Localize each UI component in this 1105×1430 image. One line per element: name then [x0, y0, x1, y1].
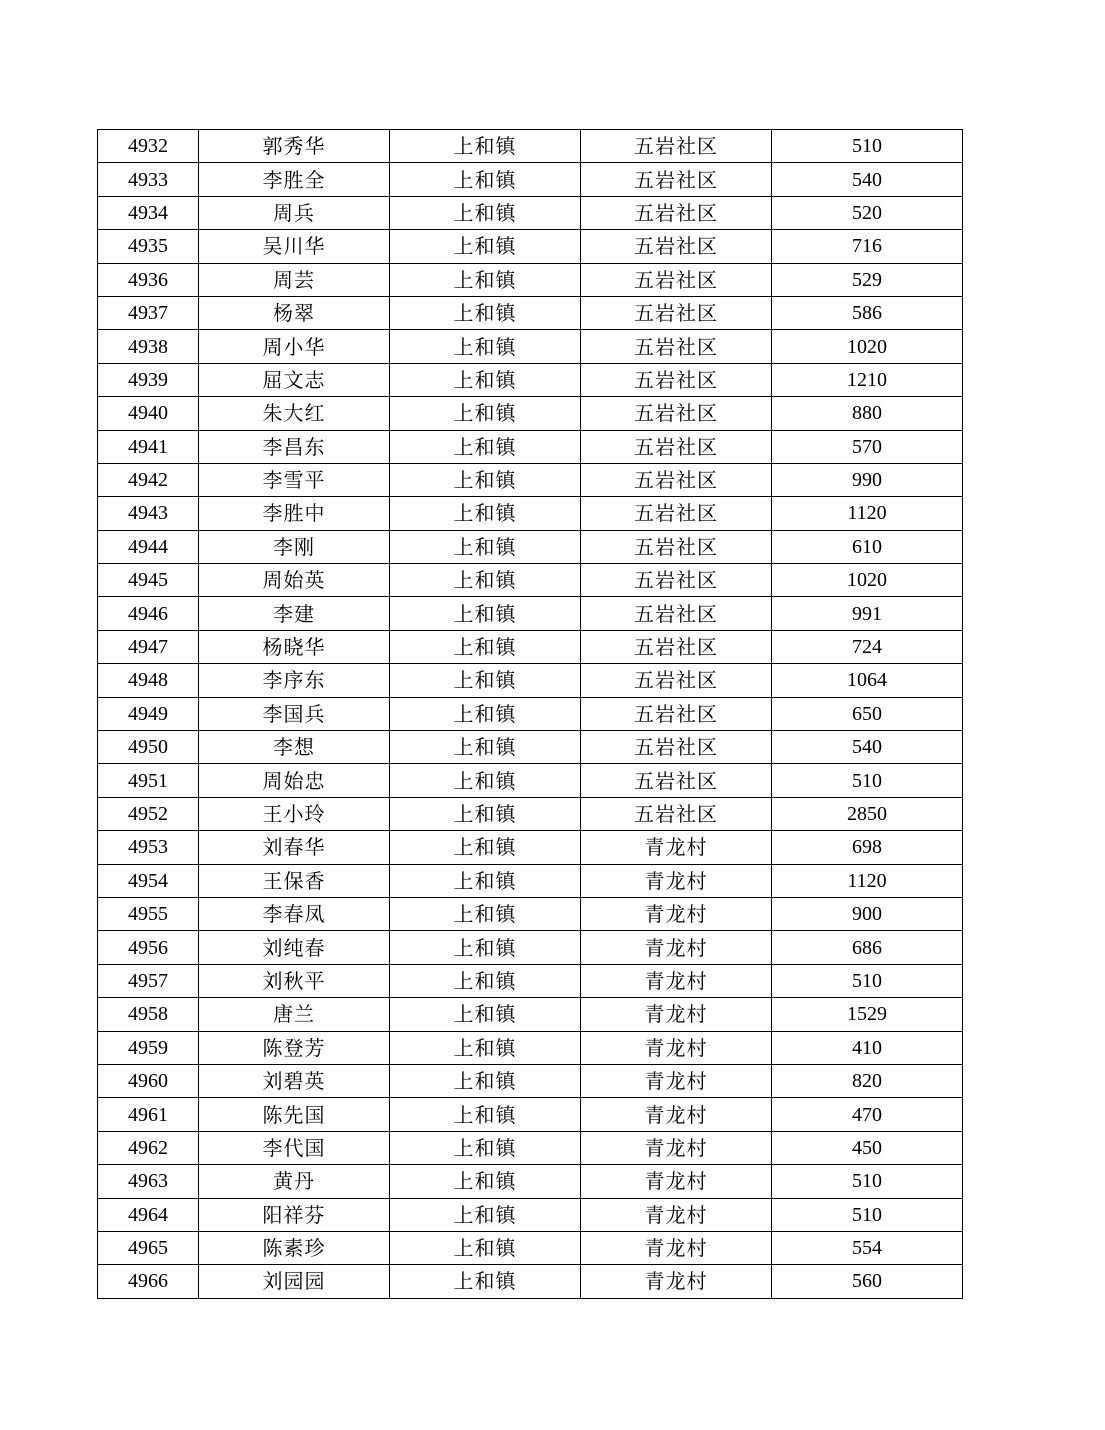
community-cell: 青龙村 [581, 1231, 772, 1264]
row-number-cell: 4946 [98, 597, 199, 630]
amount-cell: 650 [772, 697, 963, 730]
table-row [98, 1098, 963, 1131]
table-row [98, 1265, 963, 1298]
name-cell: 阳祥芬 [199, 1198, 390, 1231]
community-cell: 青龙村 [581, 1031, 772, 1064]
name-cell: 李代国 [199, 1131, 390, 1164]
town-cell: 上和镇 [390, 1265, 581, 1298]
amount-cell: 1020 [772, 564, 963, 597]
table-row [98, 597, 963, 630]
name-cell: 黄丹 [199, 1165, 390, 1198]
row-number-cell: 4951 [98, 764, 199, 797]
name-cell: 李想 [199, 731, 390, 764]
amount-cell: 698 [772, 831, 963, 864]
town-cell: 上和镇 [390, 263, 581, 296]
town-cell: 上和镇 [390, 931, 581, 964]
name-cell: 李昌东 [199, 430, 390, 463]
name-cell: 唐兰 [199, 998, 390, 1031]
table-row [98, 230, 963, 263]
row-number-cell: 4935 [98, 230, 199, 263]
row-number-cell: 4944 [98, 530, 199, 563]
town-cell: 上和镇 [390, 163, 581, 196]
community-cell: 五岩社区 [581, 397, 772, 430]
town-cell: 上和镇 [390, 1165, 581, 1198]
name-cell: 李刚 [199, 530, 390, 563]
amount-cell: 716 [772, 230, 963, 263]
town-cell: 上和镇 [390, 697, 581, 730]
name-cell: 李建 [199, 597, 390, 630]
town-cell: 上和镇 [390, 964, 581, 997]
town-cell: 上和镇 [390, 998, 581, 1031]
community-cell: 五岩社区 [581, 196, 772, 229]
name-cell: 李序东 [199, 664, 390, 697]
community-cell: 五岩社区 [581, 263, 772, 296]
community-cell: 青龙村 [581, 998, 772, 1031]
community-cell: 青龙村 [581, 931, 772, 964]
row-number-cell: 4943 [98, 497, 199, 530]
name-cell: 李胜全 [199, 163, 390, 196]
name-cell: 周兵 [199, 196, 390, 229]
row-number-cell: 4949 [98, 697, 199, 730]
row-number-cell: 4963 [98, 1165, 199, 1198]
row-number-cell: 4940 [98, 397, 199, 430]
name-cell: 周小华 [199, 330, 390, 363]
name-cell: 陈登芳 [199, 1031, 390, 1064]
amount-cell: 510 [772, 1198, 963, 1231]
row-number-cell: 4934 [98, 196, 199, 229]
community-cell: 五岩社区 [581, 296, 772, 329]
amount-cell: 610 [772, 530, 963, 563]
amount-cell: 450 [772, 1131, 963, 1164]
town-cell: 上和镇 [390, 1064, 581, 1097]
community-cell: 五岩社区 [581, 764, 772, 797]
name-cell: 王保香 [199, 864, 390, 897]
amount-cell: 570 [772, 430, 963, 463]
row-number-cell: 4959 [98, 1031, 199, 1064]
amount-cell: 1020 [772, 330, 963, 363]
name-cell: 刘秋平 [199, 964, 390, 997]
amount-cell: 991 [772, 597, 963, 630]
town-cell: 上和镇 [390, 731, 581, 764]
community-cell: 青龙村 [581, 897, 772, 930]
amount-cell: 510 [772, 1165, 963, 1198]
name-cell: 李雪平 [199, 463, 390, 496]
row-number-cell: 4945 [98, 564, 199, 597]
table-row [98, 931, 963, 964]
community-cell: 五岩社区 [581, 564, 772, 597]
community-cell: 五岩社区 [581, 363, 772, 396]
name-cell: 刘园园 [199, 1265, 390, 1298]
table-row [98, 630, 963, 663]
town-cell: 上和镇 [390, 864, 581, 897]
community-cell: 五岩社区 [581, 130, 772, 163]
amount-cell: 510 [772, 964, 963, 997]
community-cell: 五岩社区 [581, 597, 772, 630]
town-cell: 上和镇 [390, 363, 581, 396]
town-cell: 上和镇 [390, 597, 581, 630]
row-number-cell: 4953 [98, 831, 199, 864]
amount-cell: 1210 [772, 363, 963, 396]
table-row [98, 1165, 963, 1198]
row-number-cell: 4948 [98, 664, 199, 697]
community-cell: 青龙村 [581, 1098, 772, 1131]
amount-cell: 540 [772, 731, 963, 764]
table-row [98, 1131, 963, 1164]
amount-cell: 1064 [772, 664, 963, 697]
town-cell: 上和镇 [390, 1231, 581, 1264]
community-cell: 五岩社区 [581, 530, 772, 563]
community-cell: 五岩社区 [581, 697, 772, 730]
row-number-cell: 4961 [98, 1098, 199, 1131]
row-number-cell: 4958 [98, 998, 199, 1031]
table-row [98, 697, 963, 730]
amount-cell: 2850 [772, 797, 963, 830]
community-cell: 青龙村 [581, 1165, 772, 1198]
community-cell: 青龙村 [581, 1131, 772, 1164]
row-number-cell: 4947 [98, 630, 199, 663]
amount-cell: 1529 [772, 998, 963, 1031]
name-cell: 郭秀华 [199, 130, 390, 163]
amount-cell: 410 [772, 1031, 963, 1064]
town-cell: 上和镇 [390, 564, 581, 597]
table-row [98, 797, 963, 830]
community-cell: 青龙村 [581, 1198, 772, 1231]
community-cell: 五岩社区 [581, 163, 772, 196]
name-cell: 杨翠 [199, 296, 390, 329]
community-cell: 五岩社区 [581, 497, 772, 530]
table-row [98, 463, 963, 496]
table-row [98, 831, 963, 864]
table-row [98, 998, 963, 1031]
table-row [98, 530, 963, 563]
row-number-cell: 4965 [98, 1231, 199, 1264]
name-cell: 杨晓华 [199, 630, 390, 663]
row-number-cell: 4942 [98, 463, 199, 496]
row-number-cell: 4939 [98, 363, 199, 396]
table-row [98, 731, 963, 764]
town-cell: 上和镇 [390, 130, 581, 163]
name-cell: 李国兵 [199, 697, 390, 730]
town-cell: 上和镇 [390, 330, 581, 363]
community-cell: 青龙村 [581, 864, 772, 897]
row-number-cell: 4954 [98, 864, 199, 897]
town-cell: 上和镇 [390, 1031, 581, 1064]
name-cell: 刘碧英 [199, 1064, 390, 1097]
row-number-cell: 4966 [98, 1265, 199, 1298]
table-row [98, 1198, 963, 1231]
table-row [98, 130, 963, 163]
table-row [98, 1064, 963, 1097]
town-cell: 上和镇 [390, 630, 581, 663]
town-cell: 上和镇 [390, 797, 581, 830]
table-row [98, 864, 963, 897]
name-cell: 周芸 [199, 263, 390, 296]
town-cell: 上和镇 [390, 897, 581, 930]
name-cell: 屈文志 [199, 363, 390, 396]
row-number-cell: 4956 [98, 931, 199, 964]
row-number-cell: 4960 [98, 1064, 199, 1097]
community-cell: 青龙村 [581, 1265, 772, 1298]
town-cell: 上和镇 [390, 497, 581, 530]
row-number-cell: 4962 [98, 1131, 199, 1164]
name-cell: 周始英 [199, 564, 390, 597]
town-cell: 上和镇 [390, 1098, 581, 1131]
name-cell: 李春凤 [199, 897, 390, 930]
row-number-cell: 4932 [98, 130, 199, 163]
table-row [98, 897, 963, 930]
table-row [98, 497, 963, 530]
table-row [98, 564, 963, 597]
table-row [98, 430, 963, 463]
table-row [98, 163, 963, 196]
row-number-cell: 4950 [98, 731, 199, 764]
community-cell: 五岩社区 [581, 630, 772, 663]
amount-cell: 586 [772, 296, 963, 329]
town-cell: 上和镇 [390, 397, 581, 430]
town-cell: 上和镇 [390, 764, 581, 797]
community-cell: 五岩社区 [581, 731, 772, 764]
town-cell: 上和镇 [390, 463, 581, 496]
row-number-cell: 4957 [98, 964, 199, 997]
town-cell: 上和镇 [390, 196, 581, 229]
community-cell: 青龙村 [581, 964, 772, 997]
table-row [98, 1031, 963, 1064]
data-table [97, 129, 963, 1299]
table-row [98, 397, 963, 430]
community-cell: 五岩社区 [581, 463, 772, 496]
community-cell: 青龙村 [581, 1064, 772, 1097]
community-cell: 五岩社区 [581, 797, 772, 830]
table-row [98, 1231, 963, 1264]
town-cell: 上和镇 [390, 831, 581, 864]
amount-cell: 1120 [772, 497, 963, 530]
amount-cell: 510 [772, 764, 963, 797]
amount-cell: 1120 [772, 864, 963, 897]
town-cell: 上和镇 [390, 296, 581, 329]
table-row [98, 964, 963, 997]
row-number-cell: 4964 [98, 1198, 199, 1231]
amount-cell: 554 [772, 1231, 963, 1264]
amount-cell: 470 [772, 1098, 963, 1131]
name-cell: 刘纯春 [199, 931, 390, 964]
amount-cell: 990 [772, 463, 963, 496]
name-cell: 吴川华 [199, 230, 390, 263]
name-cell: 周始忠 [199, 764, 390, 797]
table-row [98, 296, 963, 329]
town-cell: 上和镇 [390, 1131, 581, 1164]
table-row [98, 764, 963, 797]
amount-cell: 520 [772, 196, 963, 229]
table-row [98, 330, 963, 363]
table-row [98, 664, 963, 697]
row-number-cell: 4938 [98, 330, 199, 363]
table-row [98, 263, 963, 296]
row-number-cell: 4937 [98, 296, 199, 329]
name-cell: 王小玲 [199, 797, 390, 830]
table-body [98, 130, 963, 1299]
table-row [98, 196, 963, 229]
amount-cell: 560 [772, 1265, 963, 1298]
name-cell: 刘春华 [199, 831, 390, 864]
community-cell: 五岩社区 [581, 664, 772, 697]
name-cell: 陈素珍 [199, 1231, 390, 1264]
amount-cell: 900 [772, 897, 963, 930]
town-cell: 上和镇 [390, 230, 581, 263]
name-cell: 陈先国 [199, 1098, 390, 1131]
amount-cell: 540 [772, 163, 963, 196]
town-cell: 上和镇 [390, 664, 581, 697]
town-cell: 上和镇 [390, 530, 581, 563]
amount-cell: 686 [772, 931, 963, 964]
amount-cell: 724 [772, 630, 963, 663]
town-cell: 上和镇 [390, 1198, 581, 1231]
row-number-cell: 4952 [98, 797, 199, 830]
community-cell: 五岩社区 [581, 330, 772, 363]
row-number-cell: 4955 [98, 897, 199, 930]
table-row [98, 363, 963, 396]
row-number-cell: 4936 [98, 263, 199, 296]
row-number-cell: 4933 [98, 163, 199, 196]
community-cell: 五岩社区 [581, 430, 772, 463]
amount-cell: 510 [772, 130, 963, 163]
amount-cell: 529 [772, 263, 963, 296]
amount-cell: 880 [772, 397, 963, 430]
name-cell: 朱大红 [199, 397, 390, 430]
amount-cell: 820 [772, 1064, 963, 1097]
row-number-cell: 4941 [98, 430, 199, 463]
community-cell: 五岩社区 [581, 230, 772, 263]
name-cell: 李胜中 [199, 497, 390, 530]
town-cell: 上和镇 [390, 430, 581, 463]
community-cell: 青龙村 [581, 831, 772, 864]
